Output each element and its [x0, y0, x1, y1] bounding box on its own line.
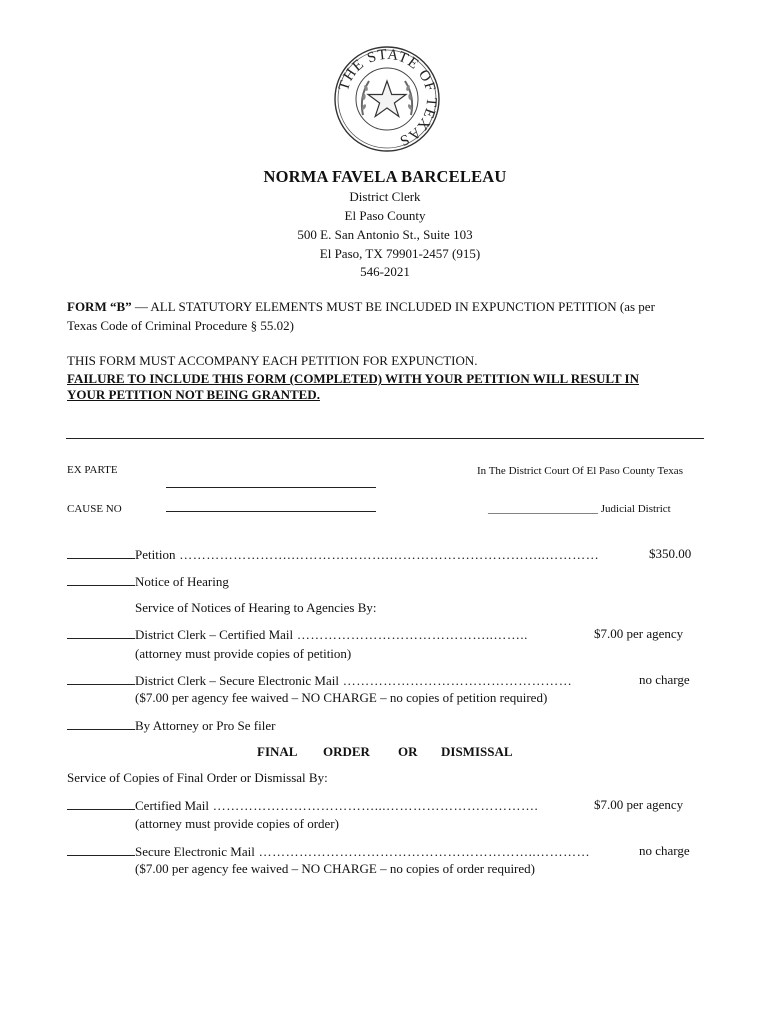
final-certified-row	[67, 797, 538, 814]
warning-line-2: YOUR PETITION NOT BEING GRANTED.	[67, 387, 320, 402]
final-electronic-dots: ……………………………………………………..…………	[254, 844, 591, 859]
form-b-text: — ALL STATUTORY ELEMENTS MUST BE INCLUDED IN EXPUNCTION PETITION (as per	[131, 299, 655, 314]
judicial-district	[488, 503, 671, 515]
form-b-label: FORM “B”	[67, 299, 132, 314]
certified-price: $7.00 per agency	[594, 626, 684, 641]
dismissal-word: DISMISSAL	[441, 744, 513, 759]
electronic-dots: ……………………………………………	[338, 673, 573, 688]
petition-check-blank[interactable]	[67, 546, 135, 559]
electronic-row	[67, 672, 572, 689]
warning-line-1: FAILURE TO INCLUDE THIS FORM (COMPLETED) WITH YOUR PETITION WILL RESULT IN	[67, 371, 640, 386]
court-label: In The District Court Of El Paso County Texas	[477, 465, 683, 477]
petition-row	[67, 546, 599, 563]
final-certified-dots: ………………………………...…………………………….	[209, 798, 539, 813]
clerk-address: 500 E. San Antonio St., Suite 103	[297, 227, 473, 242]
district-label: Judicial District	[598, 503, 671, 515]
clerk-county: El Paso County	[344, 208, 426, 223]
texas-seal-star-icon	[333, 45, 441, 153]
ex-parte-label: EX PARTE	[67, 464, 118, 476]
final-electronic-price: no charge	[639, 843, 690, 858]
final-electronic-label: Secure Electronic Mail	[135, 844, 255, 859]
notice-check-blank[interactable]	[67, 573, 135, 586]
electronic-note: ($7.00 per agency fee waived – NO CHARGE – no copies of petition required)	[135, 690, 548, 705]
notice-row	[67, 573, 229, 590]
certified-label: District Clerk – Certified Mail	[135, 627, 294, 642]
final-electronic-row	[67, 843, 590, 860]
final-certified-note: (attorney must provide copies of order)	[135, 816, 339, 831]
notice-label: Notice of Hearing	[135, 574, 229, 589]
electronic-label: District Clerk – Secure Electronic Mail	[135, 673, 339, 688]
clerk-title: District Clerk	[349, 189, 421, 204]
final-certified-check-blank[interactable]	[67, 797, 135, 810]
clerk-city-phone: El Paso, TX 79901-2457 (915)	[319, 246, 481, 261]
final-word: FINAL	[257, 744, 298, 759]
petition-dots: …………………….………………….……………………………..…………	[175, 547, 600, 562]
svg-text:THE STATE OF TEXAS: THE STATE OF TEXAS	[335, 46, 440, 149]
electronic-check-blank[interactable]	[67, 672, 135, 685]
certified-dots: ……………………………………..……..	[293, 627, 528, 642]
form-b-text-2: Texas Code of Criminal Procedure § 55.02)	[67, 318, 294, 333]
electronic-price: no charge	[639, 672, 690, 687]
final-certified-label: Certified Mail	[135, 798, 210, 813]
petition-price: $350.00	[649, 546, 692, 561]
accompany-notice: THIS FORM MUST ACCOMPANY EACH PETITION FOR EXPUNCTION.	[67, 353, 478, 368]
cause-no-label: CAUSE NO	[67, 503, 122, 515]
attorney-check-blank[interactable]	[67, 717, 135, 730]
or-word: OR	[398, 744, 418, 759]
attorney-label: By Attorney or Pro Se filer	[135, 718, 276, 733]
order-word: ORDER	[323, 744, 370, 759]
final-electronic-check-blank[interactable]	[67, 843, 135, 856]
petition-label: Petition	[135, 547, 176, 562]
service-heading: Service of Notices of Hearing to Agencies By:	[135, 600, 377, 615]
ex-parte-blank[interactable]	[166, 487, 376, 488]
attorney-row	[67, 717, 275, 734]
final-certified-price: $7.00 per agency	[594, 797, 684, 812]
certified-check-blank[interactable]	[67, 626, 135, 639]
certified-note: (attorney must provide copies of petition)	[135, 646, 352, 661]
divider-line	[66, 438, 704, 439]
final-electronic-note: ($7.00 per agency fee waived – NO CHARGE – no copies of order required)	[135, 861, 535, 876]
cause-no-blank[interactable]	[166, 511, 376, 512]
clerk-name: NORMA FAVELA BARCELEAU	[263, 167, 507, 186]
certified-row	[67, 626, 528, 643]
clerk-phone-end: 546-2021	[360, 264, 410, 279]
final-service-heading: Service of Copies of Final Order or Dismissal By:	[67, 770, 328, 785]
form-b-notice	[67, 299, 655, 315]
district-blank[interactable]: ____________________	[488, 503, 598, 515]
